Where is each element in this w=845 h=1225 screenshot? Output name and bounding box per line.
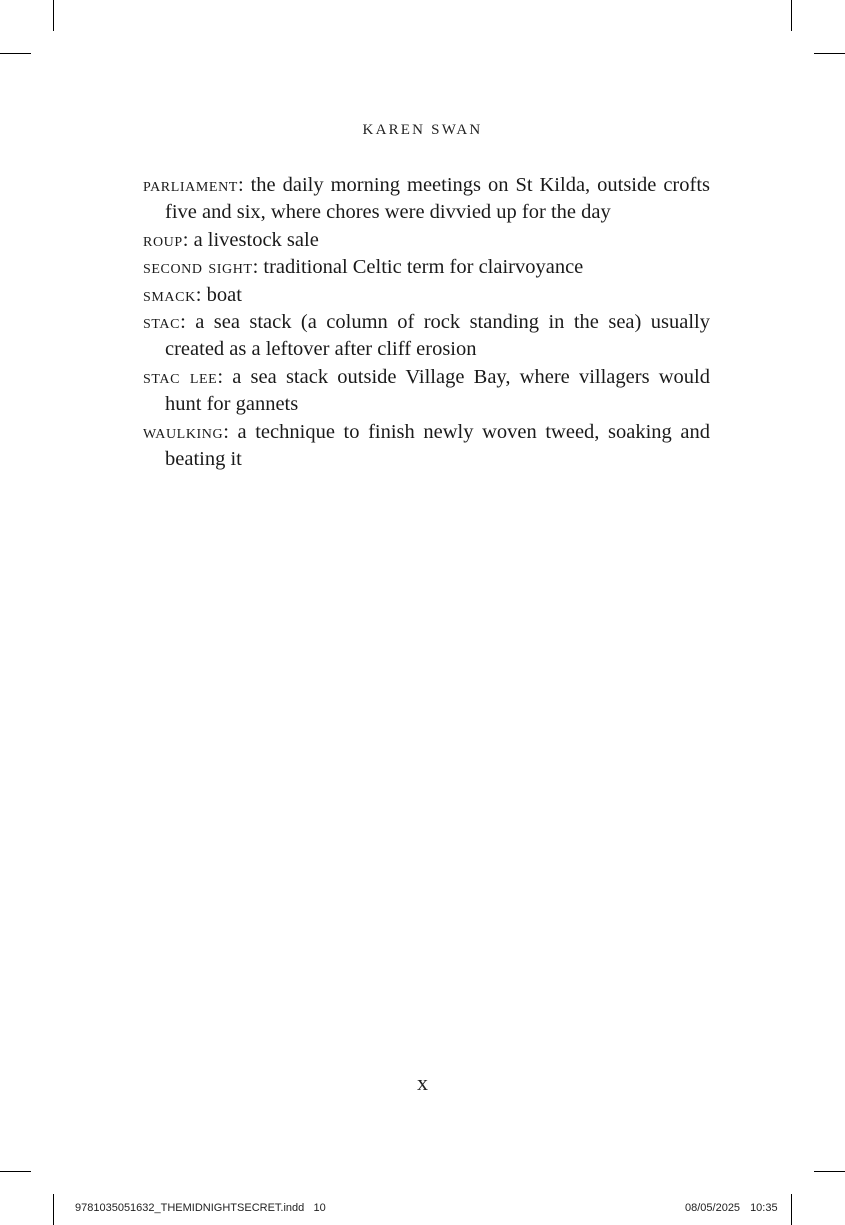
- crop-mark: [814, 1171, 845, 1172]
- print-slug-time: 10:35: [750, 1202, 778, 1214]
- glossary-definition: : a sea stack (a column of rock standing in the sea) usually created as a leftover after cliff erosion: [165, 311, 710, 361]
- print-slug-date: 08/05/2025: [685, 1202, 741, 1214]
- crop-mark: [0, 53, 31, 54]
- glossary-term: stac: [143, 311, 181, 334]
- crop-mark: [53, 1194, 54, 1225]
- print-slug-filename: 9781035051632_THEMIDNIGHTSECRET.indd 10: [75, 1202, 326, 1214]
- glossary-entry: [143, 419, 710, 474]
- glossary-definition: : traditional Celtic term for clairvoyance: [252, 256, 584, 279]
- glossary-entry: [143, 282, 710, 309]
- glossary-entry: [143, 254, 710, 281]
- glossary-entry: [143, 227, 710, 254]
- glossary-term: roup: [143, 228, 183, 251]
- glossary-definition: : a sea stack outside Village Bay, where villagers would hunt for gannets: [165, 365, 711, 416]
- crop-mark: [53, 0, 54, 31]
- glossary-definition: : a livestock sale: [182, 228, 319, 251]
- glossary-term: smack: [143, 283, 196, 306]
- crop-mark: [791, 1194, 792, 1225]
- glossary-term: second sight: [143, 256, 253, 279]
- glossary-definition: : the daily morning meetings on St Kilda, outside crofts five and six, where chores were divvied up for the day: [165, 174, 710, 224]
- glossary-list: [143, 172, 710, 473]
- glossary-entry: [143, 172, 710, 227]
- print-slug-timestamp: [685, 1202, 778, 1214]
- page-number: x: [417, 1070, 428, 1095]
- glossary-definition: : boat: [195, 283, 242, 306]
- glossary-term: parliament: [143, 174, 238, 196]
- glossary-definition: : a technique to finish newly woven tweed, soaking and beating it: [165, 420, 710, 471]
- running-head: KAREN SWAN: [362, 122, 483, 138]
- glossary-entry: [143, 309, 710, 364]
- crop-mark: [791, 0, 792, 31]
- glossary-term: stac lee: [143, 365, 218, 388]
- crop-mark: [814, 53, 845, 54]
- crop-mark: [0, 1171, 31, 1172]
- glossary-term: waulking: [143, 420, 224, 443]
- glossary-entry: [143, 364, 710, 419]
